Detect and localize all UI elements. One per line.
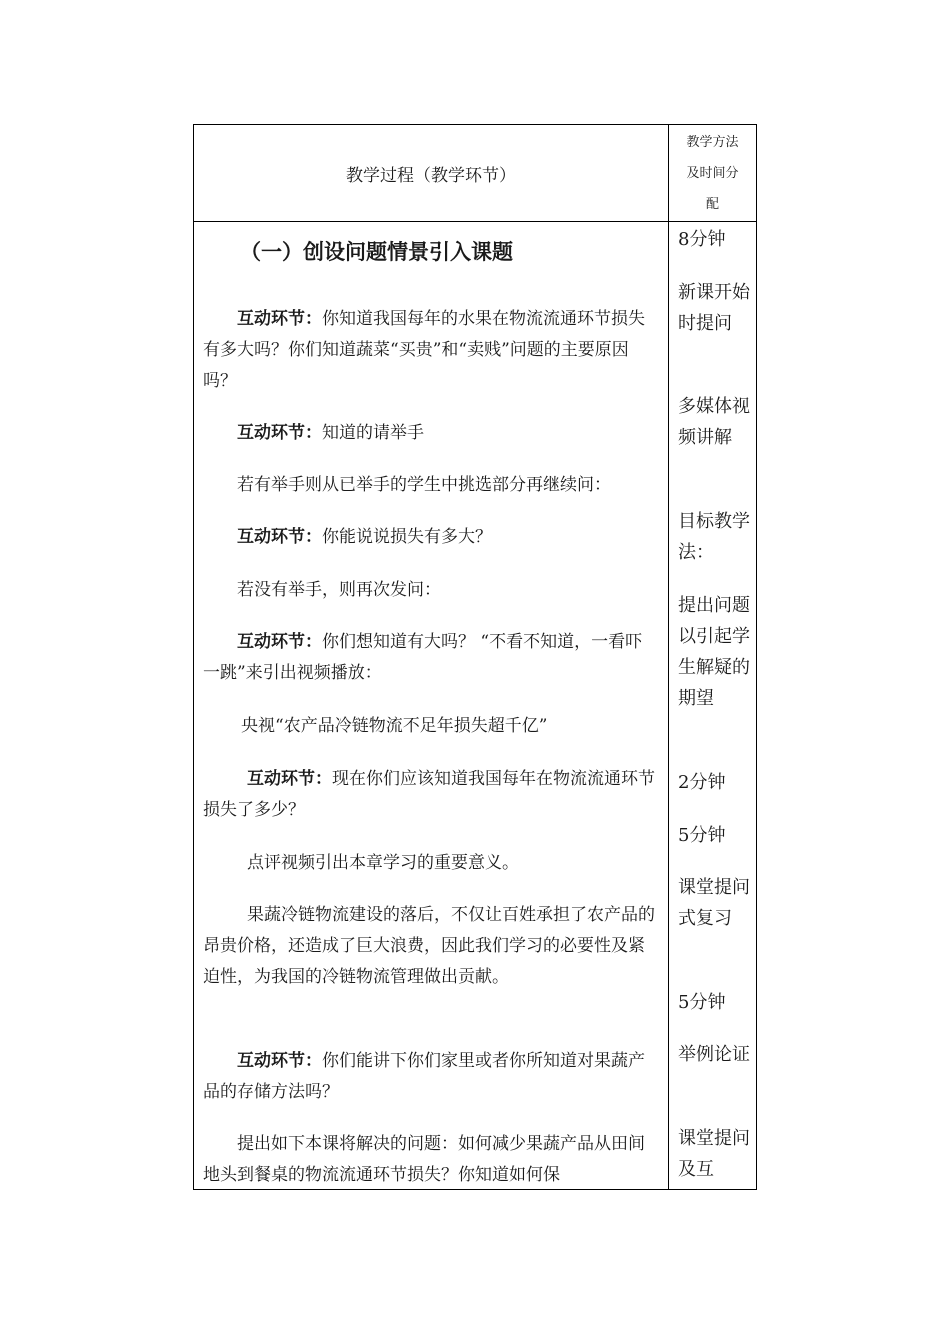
side-note-7: 5分钟 <box>678 825 726 846</box>
paragraph-8 <box>203 764 659 826</box>
side-note-10: 举例论证 <box>678 1044 750 1065</box>
paragraph-10: 果蔬冷链物流建设的落后，不仅让百姓承担了农产品的昂贵价格，还造成了巨大浪费，因此我们学习的必要性及紧迫性，为我国的冷链物流管理做出贡献。 <box>203 905 655 987</box>
header-method-line-2: 及时间分 <box>686 165 739 181</box>
paragraph-3: 若有举手则从已举手的学生中挑选部分再继续问： <box>237 475 611 495</box>
paragraph-6-text: 你们想知道有大吗？ “不看不知道，一看吓一跳”来引出视频播放： <box>203 632 643 683</box>
lesson-table <box>193 124 757 1190</box>
header-method-line-1: 教学方法 <box>686 134 739 150</box>
paragraph-12: 提出如下本课将解决的问题：如何减少果蔬产品从田间地头到餐桌的物流流通环节损失？你知道如何保 <box>203 1134 645 1185</box>
header-teaching-process-text: 教学过程（教学环节） <box>346 165 516 186</box>
paragraph-6 <box>203 627 659 689</box>
side-note-5: 提出问题以引起学生解疑的期望 <box>678 595 750 709</box>
header-teaching-process <box>194 125 669 222</box>
interaction-label: 互动环节： <box>237 632 322 652</box>
side-note-2: 新课开始时提问 <box>678 282 750 334</box>
paragraph-5: 若没有举手，则再次发问： <box>237 580 441 600</box>
paragraph-2 <box>203 418 659 449</box>
paragraph-1 <box>203 304 659 397</box>
side-note-4: 目标教学法： <box>678 511 750 563</box>
paragraph-2-text: 知道的请举手 <box>322 423 424 443</box>
method-time-cell <box>669 222 756 1189</box>
header-method-line-3: 配 <box>705 196 719 212</box>
paragraph-11 <box>203 1046 659 1108</box>
interaction-label: 互动环节： <box>237 527 322 547</box>
side-note-3: 多媒体视频讲解 <box>678 396 750 448</box>
header-method-time <box>669 125 756 222</box>
side-note-6: 2分钟 <box>678 772 726 793</box>
interaction-label: 互动环节： <box>237 423 322 443</box>
paragraph-7: 央视“农产品冷链物流不足年损失超千亿” <box>241 716 548 736</box>
section-title: （一）创设问题情景引入课题 <box>240 239 513 264</box>
interaction-label: 互动环节： <box>237 1051 322 1071</box>
side-note-8: 课堂提问式复习 <box>678 877 750 929</box>
side-note-9: 5分钟 <box>678 992 726 1013</box>
paragraph-9: 点评视频引出本章学习的重要意义。 <box>247 853 519 873</box>
paragraph-4 <box>203 522 659 553</box>
paragraph-1-text: 你知道我国每年的水果在物流流通环节损失有多大吗？你们知道蔬菜“买贵”和“卖贱”问题的主要原因吗？ <box>203 309 645 391</box>
interaction-label: 互动环节： <box>237 309 322 329</box>
side-note-11: 课堂提问及互 <box>678 1128 750 1180</box>
paragraph-8-text: 现在你们应该知道我国每年在物流流通环节损失了多少？ <box>203 769 655 820</box>
side-note-1: 8分钟 <box>678 229 726 250</box>
paragraph-11-text: 你们能讲下你们家里或者你所知道对果蔬产品的存储方法吗？ <box>203 1051 645 1102</box>
process-cell <box>194 222 669 1189</box>
paragraph-4-text: 你能说说损失有多大？ <box>322 527 492 547</box>
interaction-label: 互动环节： <box>247 769 332 789</box>
